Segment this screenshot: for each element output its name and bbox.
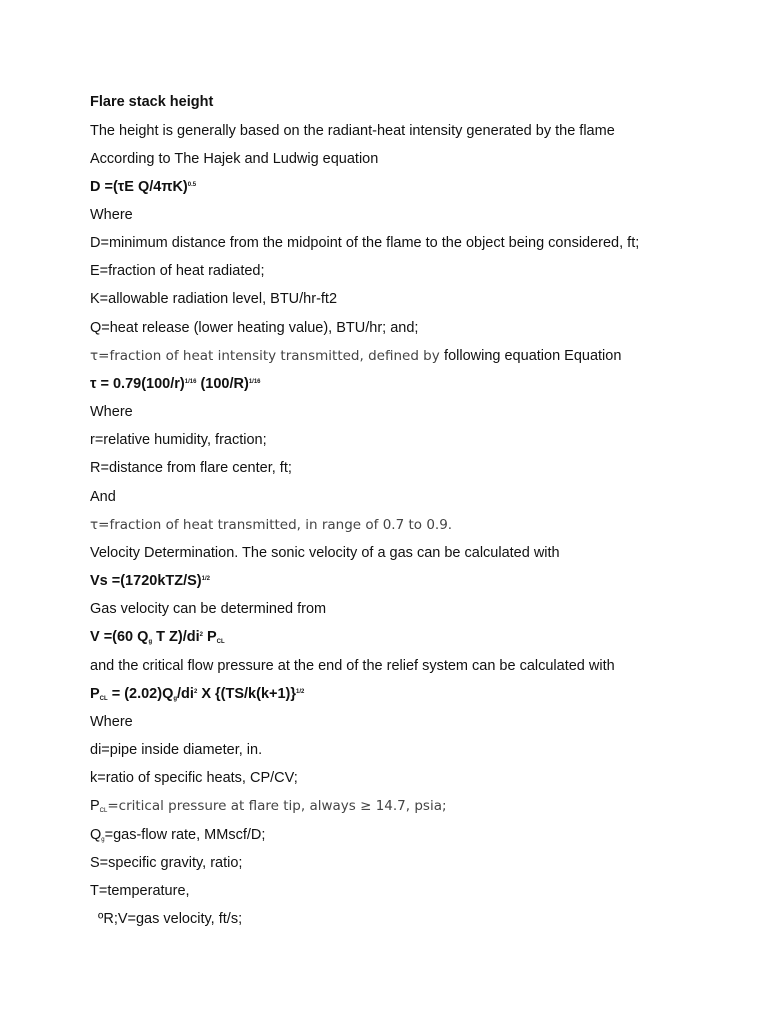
equation-gas-velocity-part-b: T Z)/di bbox=[152, 629, 200, 645]
equation-sonic-velocity bbox=[90, 572, 210, 590]
intro-line-2: According to The Hajek and Ludwig equation bbox=[90, 151, 379, 167]
definition-E: E=fraction of heat radiated; bbox=[90, 263, 265, 279]
where-label-3: Where bbox=[90, 714, 133, 730]
equation-critical-part-d: X {(TS/k(k+1)} bbox=[197, 686, 297, 702]
definition-pcl-symbol: P bbox=[90, 798, 100, 814]
equation-tau-exponent-1: 1/16 bbox=[184, 379, 197, 385]
equation-gas-velocity-sub-cl: CL bbox=[216, 639, 225, 645]
definition-qg-symbol: Q bbox=[90, 827, 102, 843]
definition-pcl-sub: CL bbox=[99, 808, 108, 814]
definition-qg-text: =gas-flow rate, MMscf/D; bbox=[104, 827, 266, 843]
equation-critical-part-b: = (2.02)Q bbox=[107, 686, 174, 702]
equation-gas-velocity bbox=[90, 628, 225, 646]
definition-Q: Q=heat release (lower heating value), BTU/hr; and; bbox=[90, 320, 419, 336]
equation-gas-velocity-part-a: V =(60 Q bbox=[90, 629, 149, 645]
definition-R: R=distance from flare center, ft; bbox=[90, 460, 292, 476]
equation-tau-part-b: (100/R) bbox=[196, 376, 249, 392]
equation-gas-velocity-exponent: 2 bbox=[199, 632, 203, 638]
section-title: Flare stack height bbox=[90, 94, 214, 110]
definition-T: T=temperature, bbox=[90, 883, 190, 899]
definition-tau-1-part-a: τ=fraction of heat intensity transmitted, defined by bbox=[90, 348, 445, 364]
equation-gas-velocity-part-c: P bbox=[202, 629, 217, 645]
definition-tau-2: τ=fraction of heat transmitted, in range of 0.7 to 0.9. bbox=[90, 517, 453, 533]
equation-gas-velocity-sub-g: g bbox=[148, 639, 153, 645]
equation-critical-pressure bbox=[90, 685, 304, 703]
equation-critical-exponent-2: 1/2 bbox=[296, 689, 305, 695]
equation-exponent: 0.5 bbox=[187, 182, 197, 188]
definition-qg bbox=[90, 826, 265, 844]
definition-V: ºR;V=gas velocity, ft/s; bbox=[90, 911, 243, 927]
where-label-1: Where bbox=[90, 207, 133, 223]
equation-critical-exponent-1: 2 bbox=[193, 689, 198, 695]
definition-K: K=allowable radiation level, BTU/hr-ft2 bbox=[90, 291, 338, 307]
definition-D: D=minimum distance from the midpoint of the flame to the object being considered, ft; bbox=[90, 235, 640, 251]
equation-critical-part-c: /di bbox=[177, 686, 194, 702]
equation-critical-sub-g: g bbox=[173, 696, 178, 702]
equation-flare-distance bbox=[90, 178, 196, 196]
velocity-intro: Velocity Determination. The sonic velocity of a gas can be calculated with bbox=[90, 545, 560, 561]
equation-sonic-exponent: 1/2 bbox=[201, 576, 210, 582]
equation-tau bbox=[90, 375, 261, 393]
equation-tau-part-a: τ = 0.79(100/r) bbox=[90, 376, 185, 392]
definition-tau-1 bbox=[90, 347, 621, 365]
and-label: And bbox=[90, 489, 116, 505]
equation-tau-exponent-2: 1/16 bbox=[248, 379, 261, 385]
definition-tau-1-part-b: following equation Equation bbox=[444, 348, 622, 364]
critical-pressure-intro: and the critical flow pressure at the end of the relief system can be calculated with bbox=[90, 658, 615, 674]
definition-pcl bbox=[90, 797, 447, 815]
where-label-2: Where bbox=[90, 404, 133, 420]
definition-qg-sub: g bbox=[101, 837, 105, 843]
equation-critical-part-a: P bbox=[90, 686, 100, 702]
definition-k: k=ratio of specific heats, CP/CV; bbox=[90, 770, 298, 786]
definition-S: S=specific gravity, ratio; bbox=[90, 855, 243, 871]
intro-line-1: The height is generally based on the radiant-heat intensity generated by the flame bbox=[90, 123, 615, 139]
definition-r: r=relative humidity, fraction; bbox=[90, 432, 267, 448]
equation-critical-sub-cl: CL bbox=[99, 696, 108, 702]
gas-velocity-intro: Gas velocity can be determined from bbox=[90, 601, 327, 617]
equation-main: D =(τE Q/4πK) bbox=[90, 179, 188, 195]
definition-di: di=pipe inside diameter, in. bbox=[90, 742, 263, 758]
definition-pcl-text: =critical pressure at flare tip, always ≥ 14.7, psia; bbox=[107, 798, 447, 814]
equation-sonic-main: Vs =(1720kTZ/S) bbox=[90, 573, 202, 589]
